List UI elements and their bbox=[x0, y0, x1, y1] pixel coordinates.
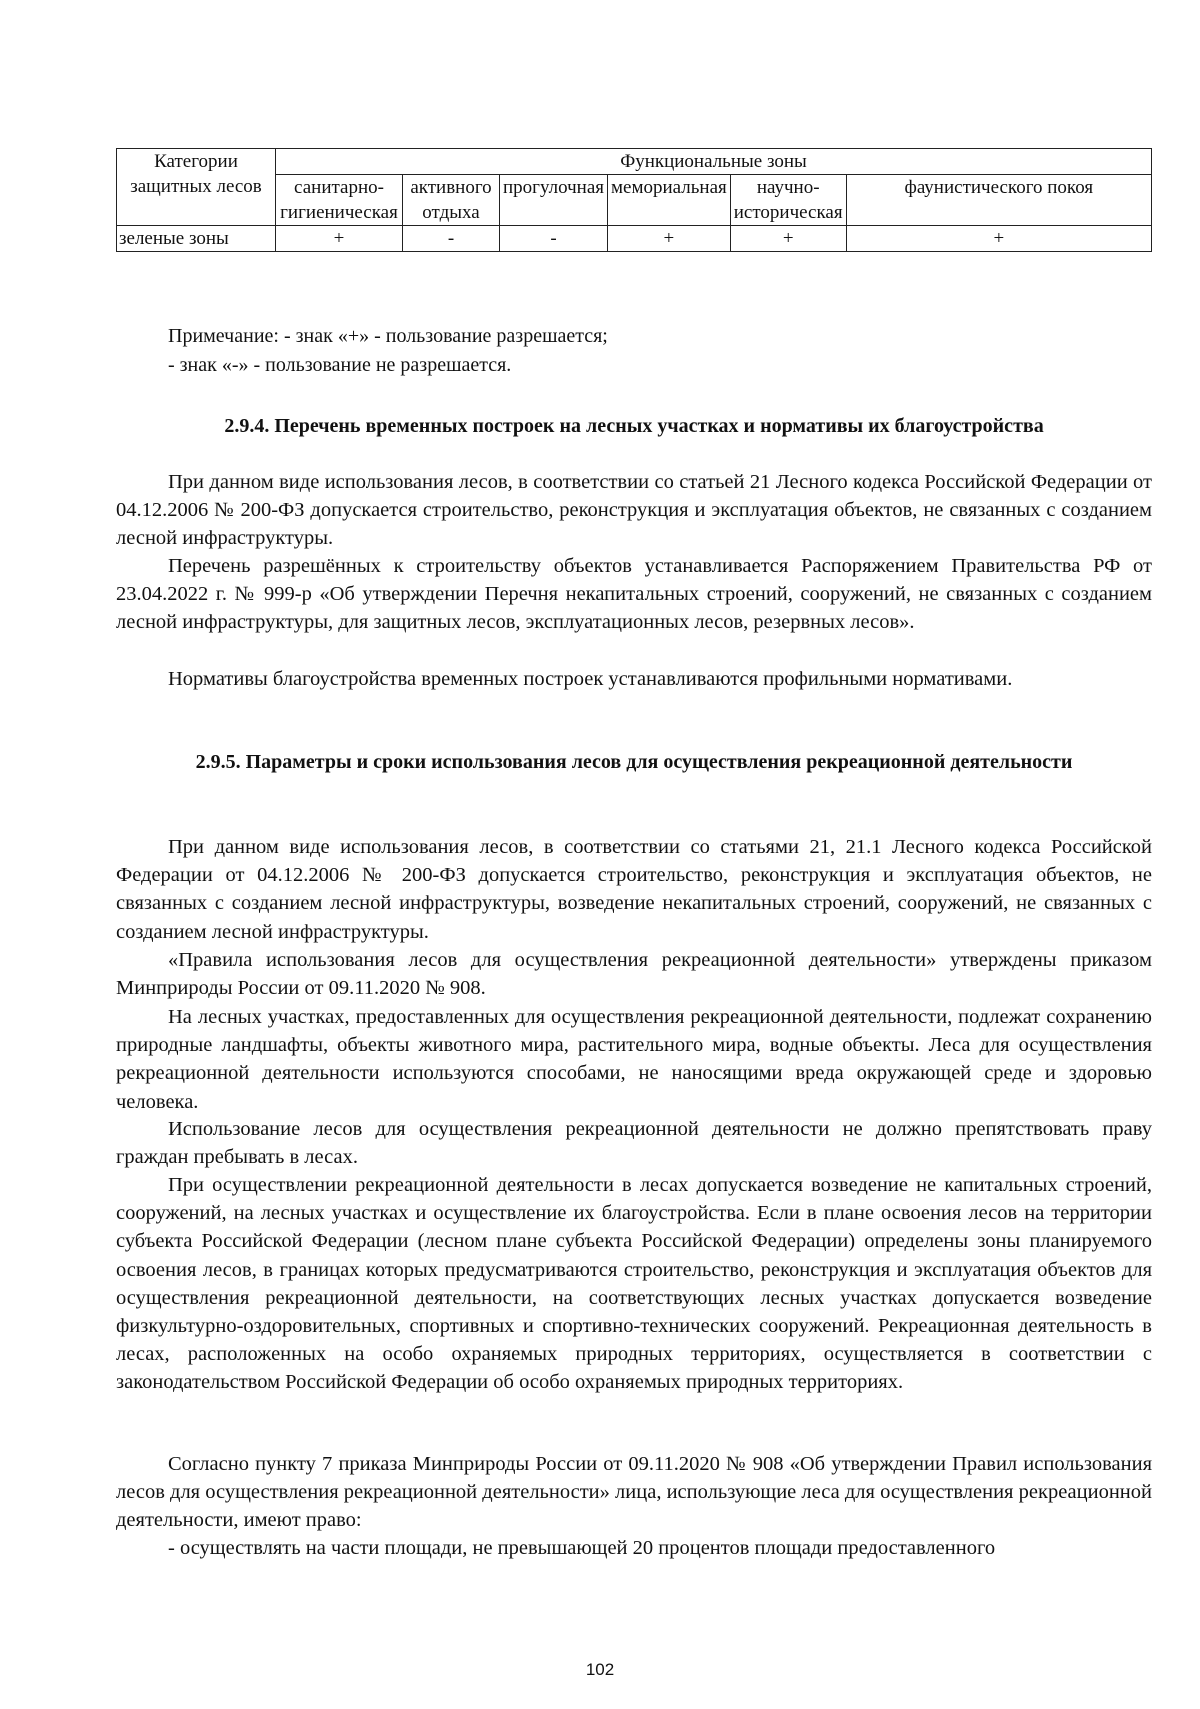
paragraph: При осуществлении рекреационной деятельности в лесах допускается возведение не капитальных строений, сооружений, на лесных участках и осуществление их благоустройства. Если в плане освоения лесов на территории субъекта Российской Федерации (лесном плане субъекта Российской Федерации) определены зоны планируемого освоения лесов, в границах которых предусматриваются строительство, реконструкция и эксплуатация объектов для осуществления рекреационной деятельности, на соответствующих лесных участках допускается возведение физкультурно-оздоровительных, спортивных и спортивно-технических сооружений. Рекреационная деятельность в лесах, расположенных на особо охраняемых природных территориях, осуществляется в соответствии с законодательством Российской Федерации об особо охраняемых природных территориях. bbox=[116, 1174, 1152, 1394]
column-header: научно-историческая bbox=[730, 175, 846, 226]
section-heading-294: 2.9.4. Перечень временных построек на лесных участках и нормативы их благоустройства bbox=[224, 415, 1044, 437]
paragraph: - осуществлять на части площади, не превышающей 20 процентов площади предоставленного bbox=[168, 1537, 996, 1559]
column-header: фаунистического покоя bbox=[846, 175, 1151, 226]
paragraph: При данном виде использования лесов, в соответствии со статьями 21, 21.1 Лесного кодекса Российской Федерации от 04.12.2006 № 200-ФЗ допускается строительство, реконструкция и эксплуатация объектов, не связанных с созданием лесной инфраструктуры, возведение некапитальных строений, сооружений, не связанных с созданием лесной инфраструктуры. bbox=[116, 836, 1152, 943]
functional-zones-table bbox=[116, 148, 1152, 252]
table-cell: - bbox=[403, 226, 500, 252]
column-header: активного отдыха bbox=[403, 175, 500, 226]
table-cell: + bbox=[846, 226, 1151, 252]
section-heading-295: 2.9.5. Параметры и сроки использования лесов для осуществления рекреационной деятельности bbox=[195, 751, 1073, 773]
column-header: мемориальная bbox=[608, 175, 731, 226]
table-cell: + bbox=[276, 226, 403, 252]
table-row bbox=[117, 226, 1152, 252]
table-header-zones: Функциональные зоны bbox=[276, 149, 1152, 175]
row-label: зеленые зоны bbox=[117, 226, 276, 252]
page-number: 102 bbox=[585, 1660, 615, 1679]
paragraph: При данном виде использования лесов, в соответствии со статьей 21 Лесного кодекса Российской Федерации от 04.12.2006 № 200-ФЗ допускается строительство, реконструкция и эксплуатация объектов, не связанных с созданием лесной инфраструктуры. bbox=[116, 471, 1152, 550]
paragraph: Перечень разрешённых к строительству объектов устанавливается Распоряжением Правительства РФ от 23.04.2022 г. № 999-р «Об утверждении Перечня некапитальных строений, сооружений, не связанных с созданием лесной инфраструктуры, для защитных лесов, эксплуатационных лесов, резервных лесов». bbox=[116, 555, 1152, 634]
note-line-1: Примечание: - знак «+» - пользование разрешается; bbox=[168, 325, 608, 347]
paragraph: Нормативы благоустройства временных построек устанавливаются профильными нормативами. bbox=[168, 668, 1013, 690]
column-header: санитарно-гигиеническая bbox=[276, 175, 403, 226]
paragraph: Согласно пункту 7 приказа Минприроды России от 09.11.2020 № 908 «Об утверждении Правил использования лесов для осуществления рекреационной деятельности» лица, использующие леса для осуществления рекреационной деятельности, имеют право: bbox=[116, 1453, 1152, 1532]
table-cell: + bbox=[730, 226, 846, 252]
table-cell: + bbox=[608, 226, 731, 252]
paragraph: На лесных участках, предоставленных для осуществления рекреационной деятельности, подлежат сохранению природные ландшафты, объекты животного мира, растительного мира, водные объекты. Леса для осуществления рекреационной деятельности используются способами, не наносящими вреда окружающей среде и здоровью человека. bbox=[116, 1006, 1152, 1113]
column-header: прогулочная bbox=[500, 175, 608, 226]
note-line-2: - знак «-» - пользование не разрешается. bbox=[168, 354, 512, 376]
table-header-categories: Категории защитных лесов bbox=[117, 149, 276, 226]
table-cell: - bbox=[500, 226, 608, 252]
paragraph: «Правила использования лесов для осуществления рекреационной деятельности» утверждены приказом Минприроды России от 09.11.2020 № 908. bbox=[116, 949, 1152, 1000]
paragraph: Использование лесов для осуществления рекреационной деятельности не должно препятствовать праву граждан пребывать в лесах. bbox=[116, 1118, 1152, 1169]
